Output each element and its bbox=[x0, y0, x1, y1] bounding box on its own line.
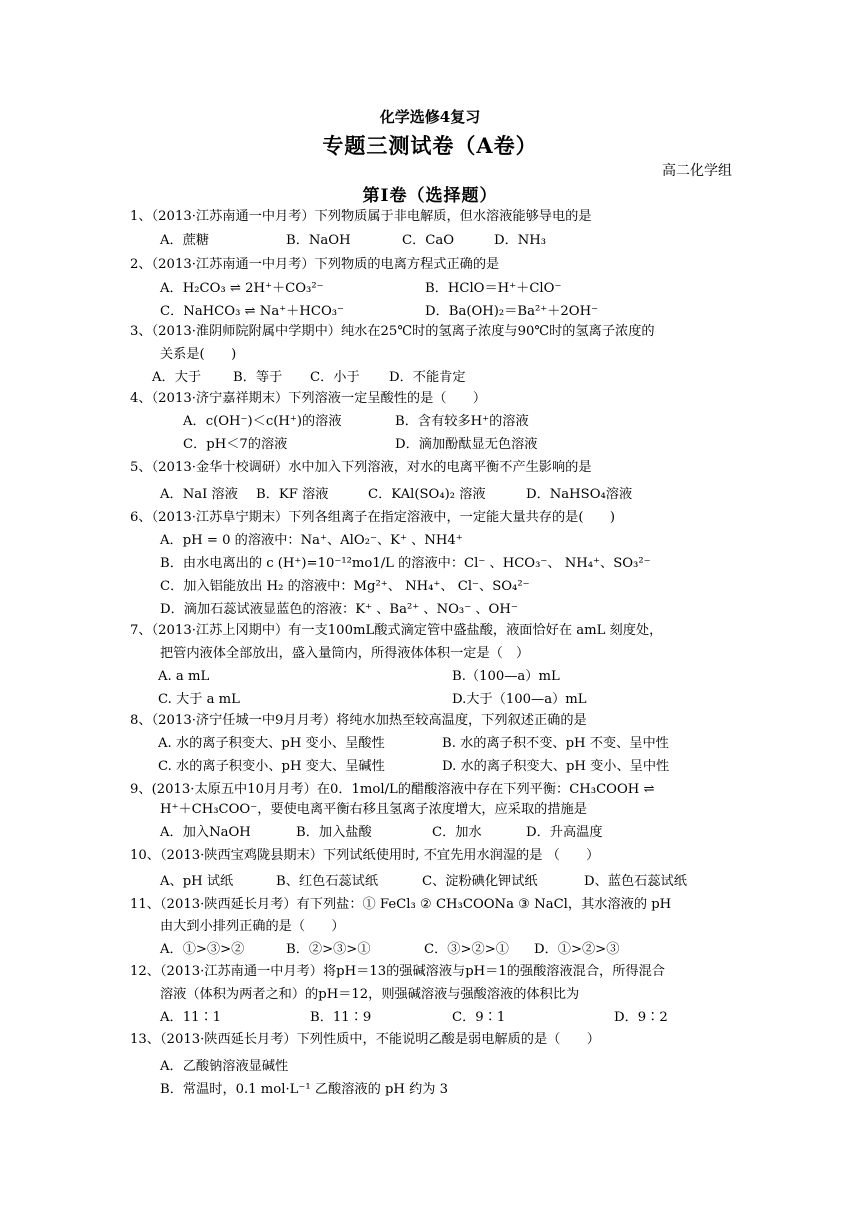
option: B．11∶9 bbox=[310, 1010, 372, 1025]
question-number: 13、 bbox=[130, 1032, 160, 1047]
question-number: 8、 bbox=[130, 713, 152, 728]
option: A．大于 bbox=[152, 370, 202, 385]
section-title: 第Ⅰ卷（选择题） bbox=[362, 186, 498, 206]
question-text: （2013·陕西宝鸡陇县期末）下列试纸使用时, 不宜先用水润湿的是 （ ） bbox=[159, 848, 600, 863]
question-text: 溶液（体积为两者之和）的pH＝12，则强碱溶液与强酸溶液的体积比为 bbox=[160, 987, 580, 1002]
option: B、红色石蕊试纸 bbox=[276, 874, 379, 889]
question-number: 4、 bbox=[130, 391, 152, 406]
question-4 bbox=[130, 390, 486, 408]
question-2 bbox=[130, 256, 499, 274]
question-text: (2013·太原五中10月月考）在0．1mol/L的醋酸溶液中存在下列平衡：CH₃COOH ⇌ bbox=[151, 782, 655, 797]
option: B．加入盐酸 bbox=[296, 825, 372, 840]
option: B．由水电离出的 c (H⁺)=10⁻¹²mo1/L 的溶液中：Cl⁻ 、HCO₃⁻、 NH₄⁺、SO₃²⁻ bbox=[160, 556, 651, 571]
option: A．H₂CO₃ ⇌ 2H⁺＋CO₃²⁻ bbox=[160, 281, 324, 296]
option: C．CaO bbox=[402, 233, 455, 248]
question-6 bbox=[130, 509, 615, 527]
question-number: 11、 bbox=[130, 897, 160, 912]
question-number: 10、 bbox=[130, 848, 160, 863]
question-text: （2013·江苏南通一中月考）下列物质的电离方程式正确的是 bbox=[151, 257, 500, 272]
option: D．①>②>③ bbox=[534, 942, 620, 957]
option: A．c(OH⁻)＜c(H⁺)的溶液 bbox=[183, 414, 342, 429]
question-number: 1、 bbox=[130, 209, 152, 224]
option: B．HClO＝H⁺＋ClO⁻ bbox=[425, 281, 562, 296]
option: B．KF 溶液 bbox=[256, 487, 329, 502]
question-13 bbox=[130, 1031, 600, 1049]
option: C、淀粉碘化钾试纸 bbox=[422, 874, 538, 889]
question-11 bbox=[130, 896, 671, 914]
option: A．加入NaOH bbox=[160, 825, 251, 840]
option: C．加入铝能放出 H₂ 的溶液中：Mg²⁺、 NH₄⁺、 Cl⁻、SO₄²⁻ bbox=[160, 579, 530, 594]
question-number: 9、 bbox=[130, 782, 152, 797]
course-title: 化学选修4复习 bbox=[379, 108, 481, 126]
question-text: （2013·陕西延长月考）有下列盐：① FeCl₃ ② CH₃COONa ③ NaCl，其水溶液的 pH bbox=[159, 897, 672, 912]
option: C．小于 bbox=[310, 370, 360, 385]
question-9 bbox=[130, 781, 655, 799]
question-text: 把管内液体全部放出，盛入量筒内，所得液体体积一定是（ ） bbox=[160, 646, 530, 661]
option: A．①>③>② bbox=[160, 942, 245, 957]
option: C．加水 bbox=[432, 825, 482, 840]
option: C．pH＜7的溶液 bbox=[183, 437, 288, 452]
option: D、蓝色石蕊试纸 bbox=[584, 874, 687, 889]
option: D．不能肯定 bbox=[389, 370, 466, 385]
option: B．NaOH bbox=[286, 233, 351, 248]
option: D. 水的离子积变大、pH 变小、呈中性 bbox=[442, 759, 670, 774]
option: A．NaI 溶液 bbox=[160, 487, 238, 502]
option: B．含有较多H⁺的溶液 bbox=[395, 414, 529, 429]
question-text: 关系是( ) bbox=[160, 347, 237, 362]
option: D．滴加石蕊试液显蓝色的溶液：K⁺ 、Ba²⁺ 、NO₃⁻ 、OH⁻ bbox=[160, 602, 518, 617]
option: D．NaHSO₄溶液 bbox=[526, 487, 633, 502]
question-text: （2013·金华十校调研）水中加入下列溶液，对水的电离平衡不产生影响的是 bbox=[151, 460, 592, 475]
question-text: （2013·陕西延长月考）下列性质中，不能说明乙酸是弱电解质的是（ ） bbox=[159, 1032, 600, 1047]
question-number: 6、 bbox=[130, 510, 152, 525]
option: A．11∶1 bbox=[160, 1010, 222, 1025]
option: A．乙酸钠溶液显碱性 bbox=[160, 1059, 289, 1074]
question-3 bbox=[130, 323, 655, 341]
question-5 bbox=[130, 459, 592, 477]
question-12 bbox=[130, 963, 665, 981]
option: B.（100—a）mL bbox=[452, 669, 560, 684]
option: C．③>②>① bbox=[424, 942, 509, 957]
option: C. 水的离子积变小、pH 变大、呈碱性 bbox=[158, 759, 385, 774]
option: A、pH 试纸 bbox=[160, 874, 234, 889]
question-10 bbox=[130, 847, 599, 865]
question-text: （2013·江苏上冈期中）有一支100mL酸式滴定管中盛盐酸，液面恰好在 amL 刻度处， bbox=[151, 623, 663, 638]
option: D．滴加酚酞显无色溶液 bbox=[395, 437, 538, 452]
question-text: （2013·江苏南通一中月考）下列物质属于非电解质，但水溶液能够导电的是 bbox=[151, 209, 592, 224]
option: A．蔗糖 bbox=[160, 233, 210, 248]
question-number: 7、 bbox=[130, 623, 152, 638]
question-8 bbox=[130, 712, 587, 730]
question-text: 由大到小排列正确的是（ ） bbox=[160, 919, 345, 934]
question-1 bbox=[130, 208, 592, 226]
question-7 bbox=[130, 622, 662, 640]
question-text: （2013·济宁嘉祥期末）下列溶液一定呈酸性的是（ ） bbox=[151, 391, 487, 406]
option: B．②>③>① bbox=[286, 942, 371, 957]
question-number: 5、 bbox=[130, 460, 152, 475]
option: D．9∶2 bbox=[614, 1010, 668, 1025]
question-text: （2013·济宁任城一中9月月考）将纯水加热至较高温度，下列叙述正确的是 bbox=[151, 713, 587, 728]
option: C．9∶1 bbox=[452, 1010, 506, 1025]
option: D．Ba(OH)₂＝Ba²⁺＋2OH⁻ bbox=[425, 304, 599, 319]
question-text: H⁺＋CH₃COO⁻，要使电离平衡右移且氢离子浓度增大，应采取的措施是 bbox=[160, 802, 587, 817]
option: B．等于 bbox=[233, 370, 283, 385]
question-text: （2013·江苏阜宁期末）下列各组离子在指定溶液中，一定能大量共存的是( ) bbox=[151, 510, 616, 525]
question-number: 12、 bbox=[130, 964, 160, 979]
option: B. 水的离子积不变、pH 不变、呈中性 bbox=[442, 736, 669, 751]
option: D.大于（100—a）mL bbox=[452, 692, 587, 707]
option: A．pH = 0 的溶液中：Na⁺、AlO₂⁻、K⁺ 、NH4⁺ bbox=[160, 533, 463, 548]
question-text: （2013·淮阴师院附属中学期中）纯水在25℃时的氢离子浓度与90℃时的氢离子浓度的 bbox=[151, 324, 655, 339]
question-text: （2013·江苏南通一中月考）将pH＝13的强碱溶液与pH＝1的强酸溶液混合，所得混合 bbox=[159, 964, 665, 979]
option: D．升高温度 bbox=[526, 825, 603, 840]
option: C．KAl(SO₄)₂ 溶液 bbox=[368, 487, 486, 502]
option: C．NaHCO₃ ⇌ Na⁺＋HCO₃⁻ bbox=[160, 304, 345, 319]
option: C. 大于 a mL bbox=[158, 692, 240, 707]
question-number: 3、 bbox=[130, 324, 152, 339]
option: B．常温时，0.1 mol·L⁻¹ 乙酸溶液的 pH 约为 3 bbox=[160, 1082, 449, 1097]
option: A. a mL bbox=[158, 669, 210, 684]
option: D．NH₃ bbox=[494, 233, 547, 248]
option: A. 水的离子积变大、pH 变小、呈酸性 bbox=[158, 736, 385, 751]
group-name: 高二化学组 bbox=[662, 163, 732, 179]
exam-title: 专题三测试卷（A卷） bbox=[322, 133, 538, 158]
question-number: 2、 bbox=[130, 257, 152, 272]
